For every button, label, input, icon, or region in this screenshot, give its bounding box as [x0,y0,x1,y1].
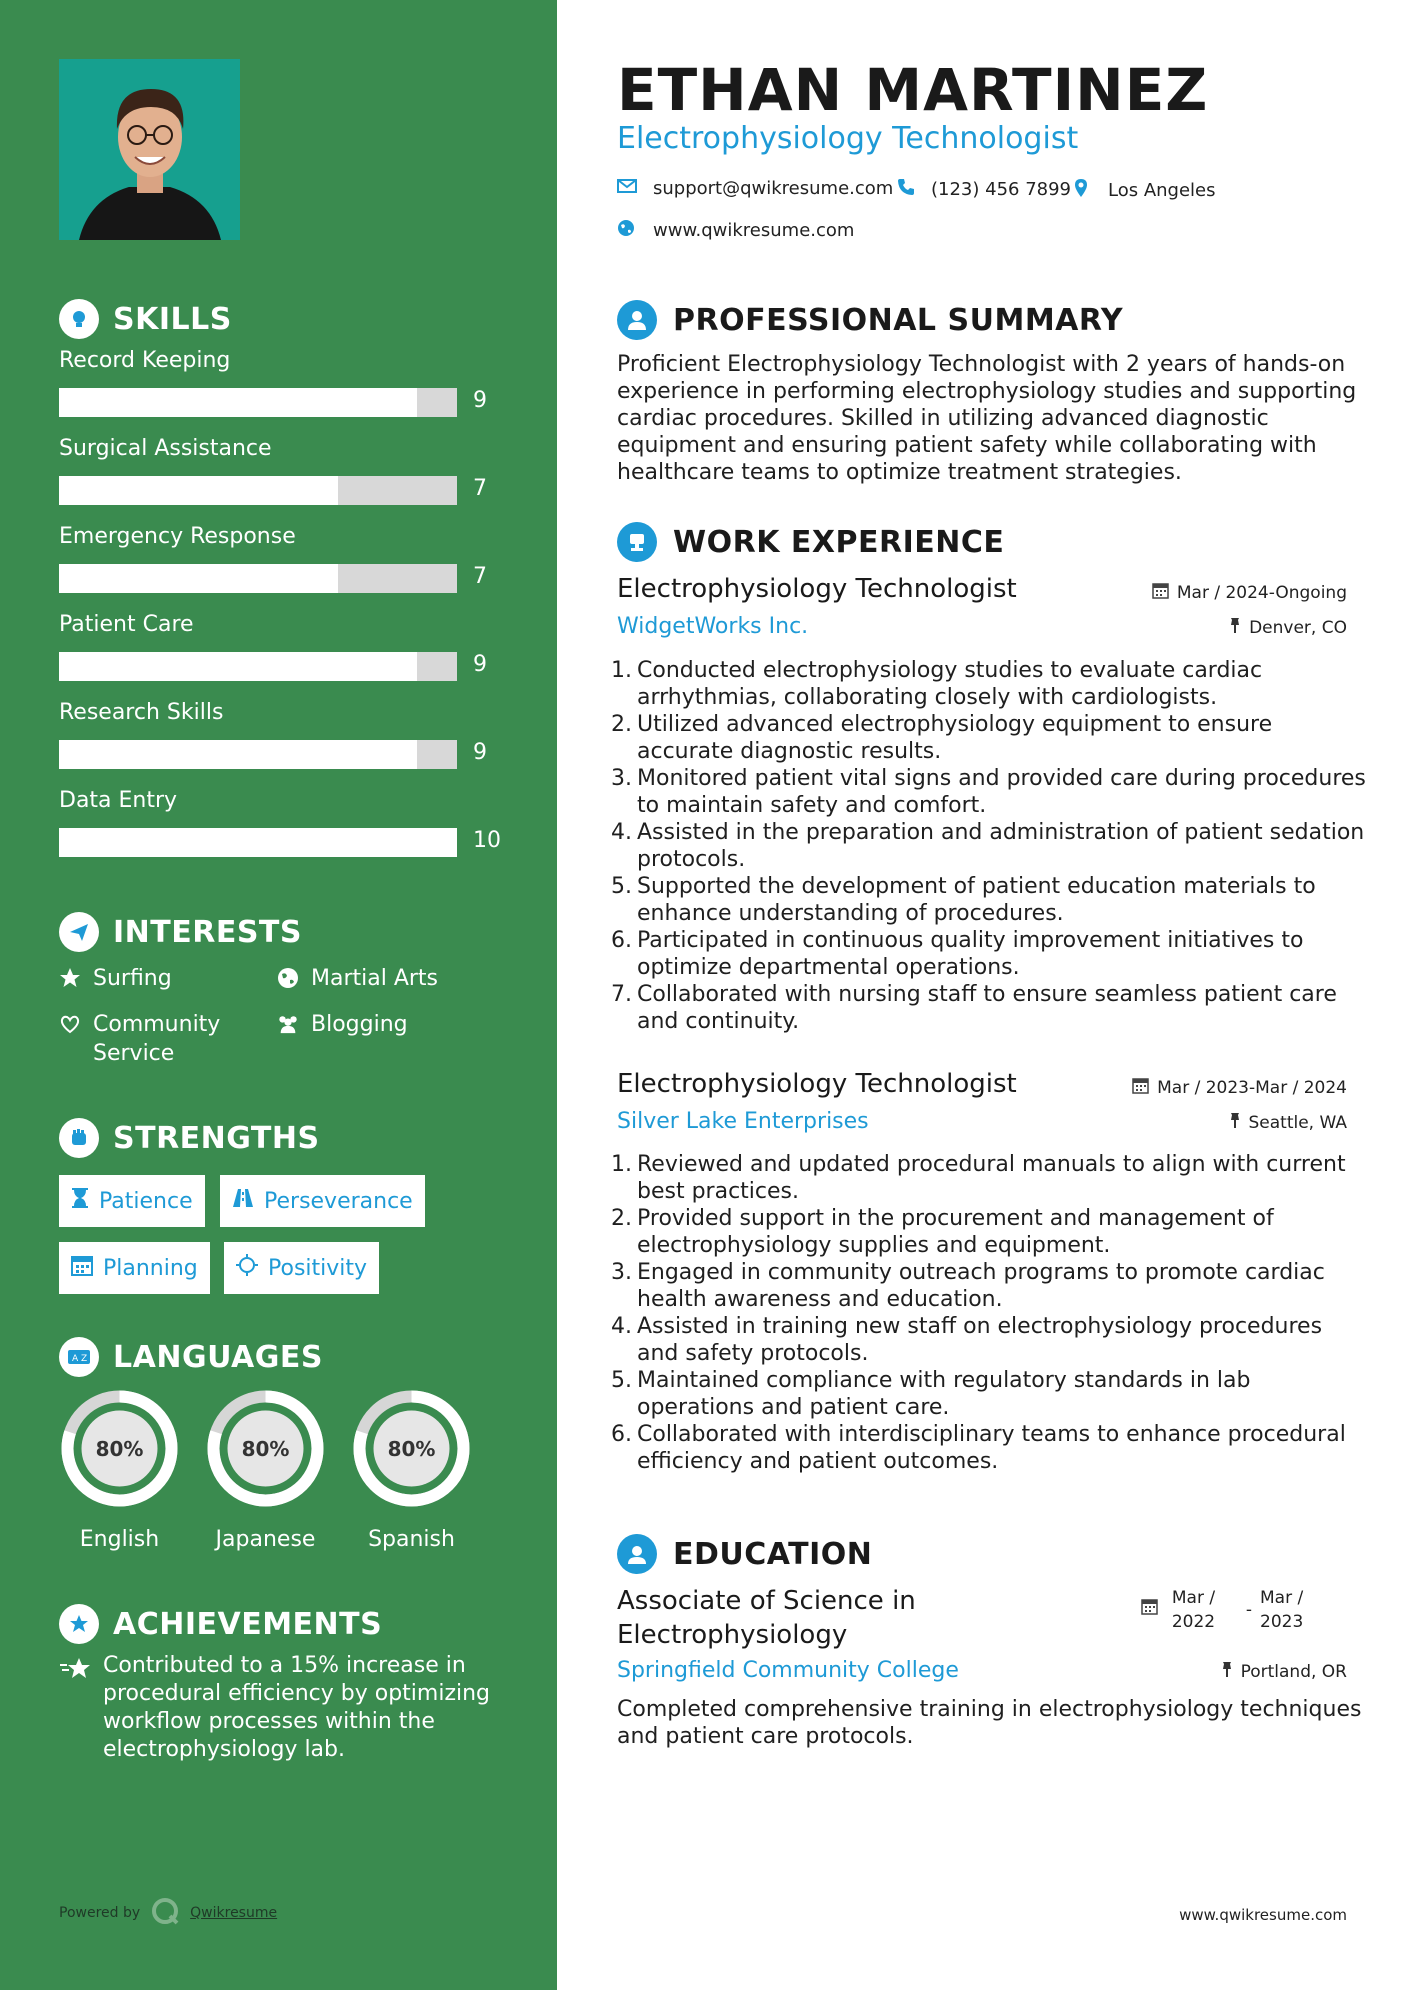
skill-bar [59,564,457,593]
contact-email[interactable] [617,178,893,199]
job-location-text: Seattle, WA [1248,1113,1347,1133]
achievements-heading [59,1604,382,1644]
qwikresume-link[interactable]: Qwikresume [190,1905,278,1921]
phone-icon [897,178,915,201]
interests-heading [59,912,302,952]
responsibility-item [611,819,1367,873]
job-dates-text: Mar / 2024-Ongoing [1176,583,1347,603]
strengths-heading [59,1118,320,1158]
star-icon [59,1656,93,1764]
education-dates [1141,1586,1314,1634]
strength-label: Positivity [268,1255,368,1281]
strength-label: Patience [99,1188,193,1214]
skills-heading-text: SKILLS [113,301,232,337]
list-number: 4. [611,820,632,845]
list-number: 7. [611,982,632,1007]
job-title: Electrophysiology Technologist [617,574,1017,604]
skill-bar-fill [59,828,457,857]
responsibility-text: Collaborated with interdisciplinary teams to enhance procedural efficiency and patient outcomes. [637,1422,1346,1474]
skill-name: Surgical Assistance [59,436,272,461]
calendar-icon [71,1254,93,1282]
graduate-icon [617,1534,657,1574]
responsibility-text: Conducted electrophysiology studies to evaluate cardiac arrhythmias, collaborating closely with cardiologists. [637,658,1263,710]
map-pin-icon [1074,178,1088,203]
responsibility-text: Assisted in training new staff on electrophysiology procedures and safety protocols. [637,1314,1323,1366]
skill-value: 7 [473,476,487,501]
sidebar [0,0,557,1990]
strength-label: Planning [103,1255,198,1281]
education-heading [617,1534,872,1574]
responsibility-text: Engaged in community outreach programs to promote cardiac health awareness and education. [637,1260,1325,1312]
skill-bar [59,388,457,417]
responsibility-item [611,1313,1367,1367]
star-badge-icon [59,1604,99,1644]
company-name: Silver Lake Enterprises [617,1109,869,1134]
calendar-icon [1132,1077,1149,1099]
job-location-text: Denver, CO [1249,618,1347,638]
language-percent: 80% [241,1436,290,1461]
powered-by-label: Powered by [59,1905,141,1921]
summary-heading-text: PROFESSIONAL SUMMARY [673,302,1124,338]
summary-text: Proficient Electrophysiology Technologist with 2 years of hands-on experience in performing electrophysiology studies and supporting cardiac procedures. Skilled in utilizing advanced diagnostic equipment and ensuring patient safety while collaborating with healthcare teams to optimize treatment strategies. [617,352,1357,485]
skill-name: Research Skills [59,700,224,725]
job-dates [1132,1077,1347,1099]
date-separator: - [1245,1600,1252,1620]
calendar-icon [1152,582,1169,604]
main-content [557,0,1407,1990]
envelope-icon [617,178,637,199]
strength-badge-patience [59,1175,205,1227]
education-location-text: Portland, OR [1240,1662,1347,1682]
skill-bar-fill [59,740,417,769]
list-number: 3. [611,766,632,791]
contact-website[interactable] [617,219,854,242]
responsibility-item [611,657,1367,711]
sun-icon [236,1254,258,1282]
education-description: Completed comprehensive training in electrophysiology techniques and patient care protocols. [617,1697,1362,1749]
list-number: 5. [611,874,632,899]
list-number: 6. [611,928,632,953]
job-responsibilities [611,1151,1367,1475]
user-icon [617,300,657,340]
skill-bar-fill [59,388,417,417]
skill-value: 9 [473,740,487,765]
contact-location [1074,178,1216,203]
globe-icon [617,219,635,242]
skill-name: Record Keeping [59,348,231,373]
skill-bar [59,652,457,681]
svg-text:A Z: A Z [72,1354,88,1364]
strength-label: Perseverance [264,1188,413,1214]
language-item [351,1388,472,1552]
strength-badge-planning [59,1242,210,1294]
education-location [1221,1661,1347,1683]
interest-item-surfing [59,964,172,993]
responsibility-text: Reviewed and updated procedural manuals to align with current best practices. [637,1152,1346,1204]
skill-bar-fill [59,476,338,505]
language-item [59,1388,180,1552]
road-icon [232,1188,254,1214]
language-name: Japanese [215,1527,316,1552]
responsibility-item [611,1421,1367,1475]
skill-value: 7 [473,564,487,589]
list-number: 1. [611,658,632,683]
skill-bar-fill [59,564,338,593]
responsibility-text: Monitored patient vital signs and provided care during procedures to maintain safety and comfort. [637,766,1366,818]
footer-url[interactable]: www.qwikresume.com [1179,1906,1347,1924]
interest-item-blogging [277,1010,408,1039]
responsibility-item [611,1367,1367,1421]
education-end: Mar / 2023 [1260,1588,1304,1632]
interests-heading-text: INTERESTS [113,914,302,950]
email-text[interactable]: support@qwikresume.com [653,178,894,199]
degree-title: Associate of Science in Electrophysiology [617,1586,916,1650]
skill-name: Emergency Response [59,524,296,549]
responsibility-item [611,927,1367,981]
skill-value: 9 [473,388,487,413]
responsibility-text: Assisted in the preparation and administration of patient sedation protocols. [637,820,1365,872]
experience-heading-text: WORK EXPERIENCE [673,524,1005,560]
skill-item [59,700,499,765]
responsibility-text: Provided support in the procurement and management of electrophysiology supplies and equipment. [637,1206,1274,1258]
responsibility-text: Maintained compliance with regulatory standards in lab operations and patient care. [637,1368,1251,1420]
school-name: Springfield Community College [617,1658,959,1683]
responsibility-text: Participated in continuous quality improvement initiatives to optimize departmental operations. [637,928,1304,980]
interest-label: Blogging [311,1012,408,1037]
lightbulb-icon [59,299,99,339]
language-progress-ring [59,1388,180,1509]
achievement-text: Contributed to a 15% increase in procedural efficiency by optimizing workflow processes within the electrophysiology lab. [103,1653,491,1762]
achievement-item [59,1652,499,1764]
strengths-heading-text: STRENGTHS [113,1120,320,1156]
language-progress-ring [351,1388,472,1509]
skill-item [59,788,501,853]
responsibility-text: Utilized advanced electrophysiology equipment to ensure accurate diagnostic results. [637,712,1273,764]
responsibility-text: Supported the development of patient education materials to enhance understanding of procedures. [637,874,1316,926]
heart-hand-icon [59,1013,81,1035]
summary-heading [617,300,1123,340]
company-name: WidgetWorks Inc. [617,614,809,639]
list-number: 1. [611,1152,632,1177]
skill-item [59,612,499,677]
profile-photo [59,59,240,240]
powered-by [59,1896,277,1930]
location-text: Los Angeles [1108,180,1216,201]
skill-bar [59,740,457,769]
responsibility-item [611,981,1367,1035]
list-number: 3. [611,1260,632,1285]
responsibility-item [611,1205,1367,1259]
skill-bar [59,828,457,857]
skill-bar-fill [59,652,417,681]
skill-name: Data Entry [59,788,178,813]
experience-heading [617,522,1004,562]
skill-value: 10 [473,828,501,853]
responsibility-item [611,1151,1367,1205]
contact-phone[interactable] [897,178,1071,201]
education-start: Mar / 2022 [1171,1588,1216,1632]
languages-heading [59,1337,323,1377]
list-number: 2. [611,1206,632,1231]
skill-item [59,348,499,413]
list-number: 6. [611,1422,632,1447]
strength-badge-perseverance [220,1175,425,1227]
candidate-title: Electrophysiology Technologist [617,121,1079,156]
job-dates-text: Mar / 2023-Mar / 2024 [1157,1078,1347,1098]
hourglass-icon [71,1187,89,1215]
interest-item-community-service [59,1010,229,1068]
pushpin-icon [1229,1112,1241,1134]
interest-label: Community Service [93,1012,221,1066]
language-percent: 80% [95,1436,144,1461]
group-icon [277,1013,299,1035]
globe-icon [277,967,299,989]
job-location [1229,617,1347,639]
education-heading-text: EDUCATION [673,1536,873,1572]
responsibility-item [611,711,1367,765]
skill-value: 9 [473,652,487,677]
skill-item [59,436,499,501]
job-dates [1152,582,1347,604]
language-percent: 80% [387,1436,436,1461]
calendar-icon [1141,1598,1158,1620]
fist-icon [59,1118,99,1158]
list-number: 2. [611,712,632,737]
responsibility-item [611,873,1367,927]
interest-label: Martial Arts [311,966,439,991]
list-number: 4. [611,1314,632,1339]
briefcase-icon [617,522,657,562]
responsibility-text: Collaborated with nursing staff to ensure seamless patient care and continuity. [637,982,1337,1034]
skill-item [59,524,499,589]
pushpin-icon [1221,1661,1233,1683]
skill-name: Patient Care [59,612,194,637]
language-name: English [79,1527,160,1552]
list-number: 5. [611,1368,632,1393]
pushpin-icon [1229,617,1241,639]
skill-bar [59,476,457,505]
job-location [1229,1112,1348,1134]
interest-label: Surfing [93,966,172,991]
responsibility-item [611,765,1367,819]
languages-heading-text: LANGUAGES [113,1339,323,1375]
star-icon [59,967,81,989]
phone-text[interactable]: (123) 456 7899 [931,179,1072,200]
translate-icon [59,1337,99,1377]
language-progress-ring [205,1388,326,1509]
job-responsibilities [611,657,1367,1035]
paper-plane-icon [59,912,99,952]
qwikresume-logo-icon [150,1896,180,1930]
strength-badge-positivity [224,1242,379,1294]
achievements-heading-text: ACHIEVEMENTS [113,1606,383,1642]
language-name: Spanish [368,1527,455,1552]
responsibility-item [611,1259,1367,1313]
language-item [205,1388,326,1552]
job-title: Electrophysiology Technologist [617,1069,1017,1099]
interest-item-martial-arts [277,964,438,993]
website-text[interactable]: www.qwikresume.com [653,220,855,241]
candidate-name: ETHAN MARTINEZ [617,56,1209,124]
skills-heading [59,299,232,339]
